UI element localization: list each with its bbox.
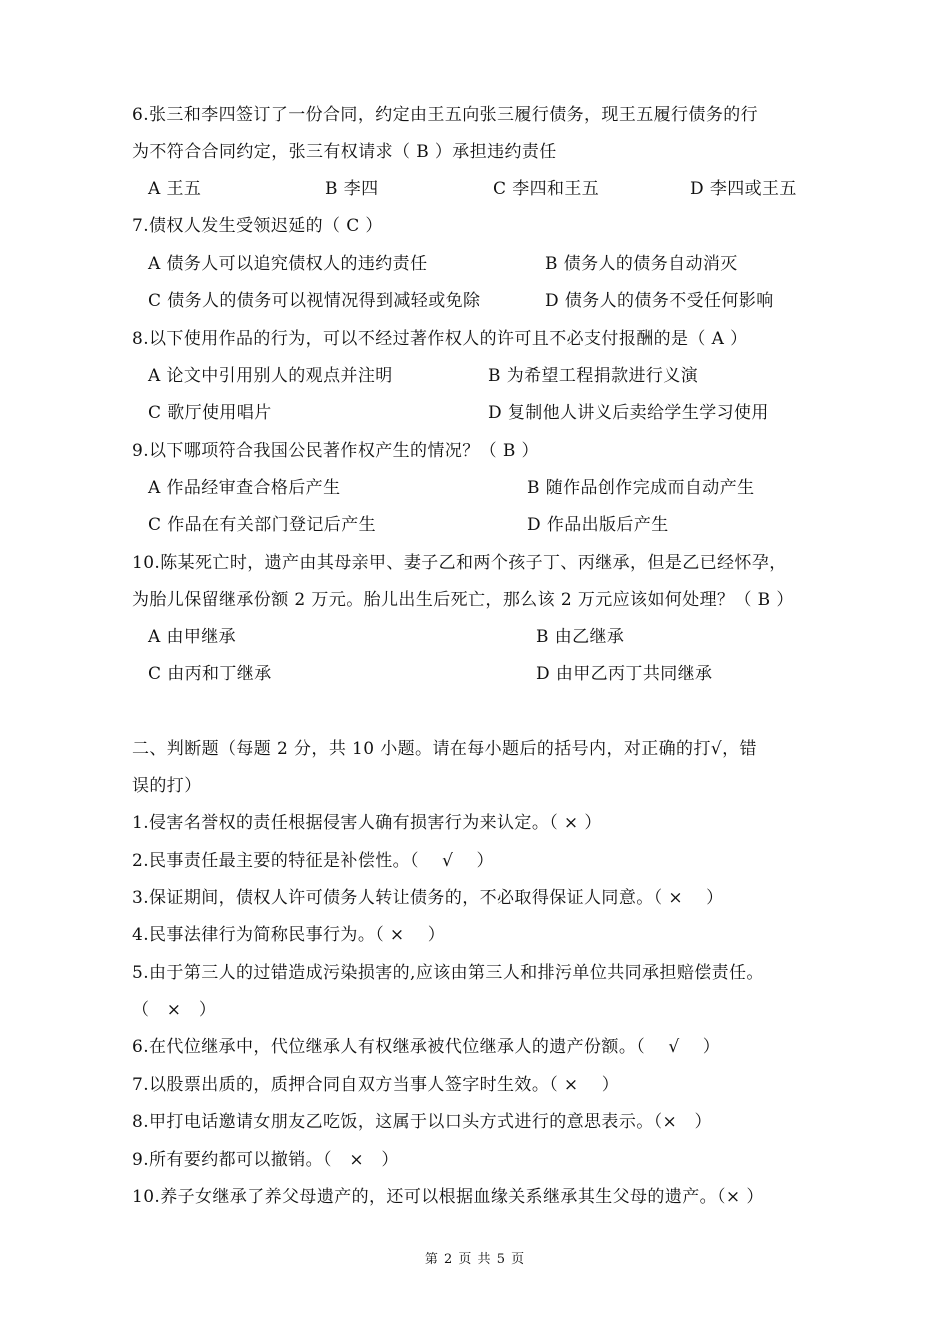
q8-option-a: A 论文中引用别人的观点并注明 xyxy=(148,366,393,386)
q10-option-a: A 由甲继承 xyxy=(148,627,237,647)
q6-stem-line2: 为不符合合同约定，张三有权请求（ B ）承担违约责任 xyxy=(132,142,557,162)
q9-option-a: A 作品经审查合格后产生 xyxy=(148,478,341,498)
q6-option-a: A 王五 xyxy=(148,179,202,199)
q9-stem: 9.以下哪项符合我国公民著作权产生的情况？（ B ） xyxy=(132,441,539,461)
q7-option-b: B 债务人的债务自动消灭 xyxy=(545,254,738,274)
tf-item-4: 4.民事法律行为简称民事行为。（ × ） xyxy=(132,925,446,945)
q7-option-a: A 债务人可以追究债权人的违约责任 xyxy=(148,254,428,274)
q10-option-d: D 由甲乙丙丁共同继承 xyxy=(536,664,713,684)
q8-option-b: B 为希望工程捐款进行义演 xyxy=(488,366,699,386)
q7-option-d: D 债务人的债务不受任何影响 xyxy=(545,291,774,311)
q6-option-d: D 李四或王五 xyxy=(690,179,797,199)
tf-item-2: 2.民事责任最主要的特征是补偿性。（ √ ） xyxy=(132,851,494,871)
q6-option-b: B 李四 xyxy=(325,179,379,199)
page-footer: 第 2 页 共 5 页 xyxy=(424,1252,526,1267)
q6-stem-line1: 6.张三和李四签订了一份合同，约定由王五向张三履行债务，现王五履行债务的行 xyxy=(132,105,759,125)
q8-option-c: C 歌厅使用唱片 xyxy=(148,403,272,423)
q10-stem-line2: 为胎儿保留继承份额 2 万元。胎儿出生后死亡，那么该 2 万元应该如何处理？（ B ） xyxy=(132,590,794,610)
tf-item-3: 3.保证期间，债权人许可债务人转让债务的，不必取得保证人同意。（ × ） xyxy=(132,888,724,908)
tf-item-10: 10.养子女继承了养父母遗产的，还可以根据血缘关系继承其生父母的遗产。（× ） xyxy=(132,1187,764,1207)
q10-option-b: B 由乙继承 xyxy=(536,627,625,647)
tf-item-5-answer: （ × ） xyxy=(132,1000,217,1020)
q8-option-d: D 复制他人讲义后卖给学生学习使用 xyxy=(488,403,769,423)
q6-option-c: C 李四和王五 xyxy=(493,179,600,199)
tf-item-1: 1.侵害名誉权的责任根据侵害人确有损害行为来认定。（ × ） xyxy=(132,813,602,833)
tf-item-5: 5.由于第三人的过错造成污染损害的,应该由第三人和排污单位共同承担赔偿责任。 xyxy=(132,963,764,983)
q10-stem-line1: 10.陈某死亡时，遗产由其母亲甲、妻子乙和两个孩子丁、丙继承，但是乙已经怀孕， xyxy=(132,553,787,573)
q8-stem: 8.以下使用作品的行为，可以不经过著作权人的许可且不必支付报酬的是（ A ） xyxy=(132,329,748,349)
q7-stem: 7.债权人发生受领迟延的（ C ） xyxy=(132,216,383,236)
q9-option-c: C 作品在有关部门登记后产生 xyxy=(148,515,377,535)
tf-item-8: 8.甲打电话邀请女朋友乙吃饭，这属于以口头方式进行的意思表示。（× ） xyxy=(132,1112,712,1132)
q7-option-c: C 债务人的债务可以视情况得到减轻或免除 xyxy=(148,291,481,311)
tf-item-9: 9.所有要约都可以撤销。（ × ） xyxy=(132,1150,399,1170)
section2-heading-line1: 二、判断题（每题 2 分，共 10 小题。请在每小题后的括号内，对正确的打√，错 xyxy=(132,739,757,759)
section2-heading-line2: 误的打） xyxy=(132,776,202,796)
q10-option-c: C 由丙和丁继承 xyxy=(148,664,272,684)
q9-option-b: B 随作品创作完成而自动产生 xyxy=(527,478,755,498)
q9-option-d: D 作品出版后产生 xyxy=(527,515,669,535)
tf-item-6: 6.在代位继承中，代位继承人有权继承被代位继承人的遗产份额。（ √ ） xyxy=(132,1037,721,1057)
tf-item-7: 7.以股票出质的，质押合同自双方当事人签字时生效。（ × ） xyxy=(132,1075,620,1095)
